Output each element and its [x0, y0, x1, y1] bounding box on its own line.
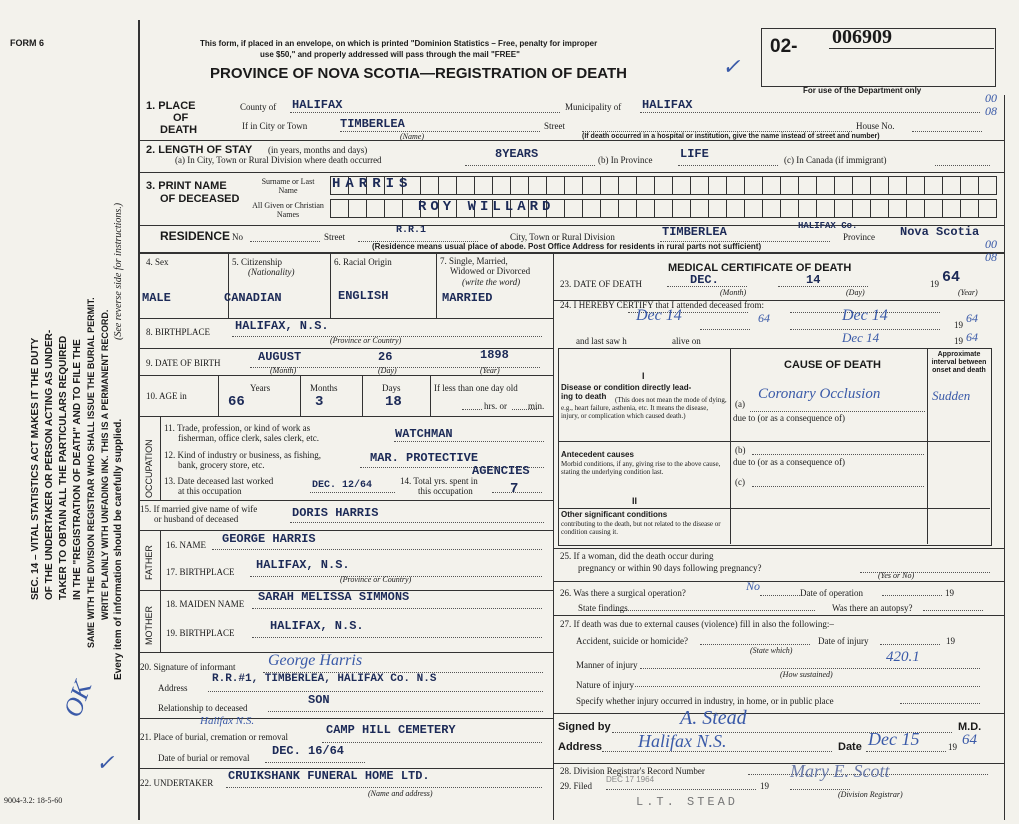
mother-maiden-value: SARAH MELISSA SIMMONS: [258, 590, 410, 604]
divider: [138, 500, 553, 501]
side-instruction: TAKER TO OBTAIN ALL THE PARTICULARS REQUIRED: [58, 335, 69, 600]
divider: [138, 530, 553, 531]
column-divider: [430, 376, 431, 416]
occupation-side-label: OCCUPATION: [144, 439, 154, 498]
racial-origin-value: ENGLISH: [338, 289, 389, 303]
informant-address-value: R.R.#1, TIMBERLEA, HALIFAX Co. N.S: [212, 673, 437, 685]
total-years-value: 7: [510, 481, 519, 497]
form-number: FORM 6: [10, 38, 45, 48]
attended-from-value: Dec 14: [636, 307, 682, 324]
column-divider: [330, 253, 331, 318]
attended-to-value: Dec 14: [842, 307, 888, 324]
column-divider: [228, 253, 229, 318]
divider: [558, 441, 990, 442]
death-day-value: 14: [806, 273, 821, 287]
city-value: TIMBERLEA: [340, 117, 405, 131]
column-divider: [300, 376, 301, 416]
divider: [554, 713, 1004, 714]
ok-mark: OK: [57, 676, 98, 721]
form-right-border: [1004, 95, 1005, 820]
margin-code: 00 08: [985, 91, 997, 118]
column-divider: [160, 530, 161, 590]
side-instruction: OF THE UNDERTAKER OR PERSON ACTING AS UNDER-: [44, 329, 55, 600]
given-name-value: ROY WILLARD: [418, 199, 555, 215]
dept-use-note: For use of the Department only: [803, 86, 922, 95]
burial-place-value: CAMP HILL CEMETERY: [326, 723, 456, 737]
filed-stamp: DEC 17 1964: [606, 775, 655, 784]
divider: [554, 615, 1004, 616]
divider: [138, 416, 553, 417]
informant-signature: George Harris: [268, 652, 363, 669]
last-worked-value: DEC. 12/64: [312, 480, 373, 491]
registrar-signature: Mary E. Scott: [790, 761, 890, 781]
industry-value: MAR. PROTECTIVE: [370, 451, 479, 465]
trade-value: WATCHMAN: [395, 427, 453, 441]
attended-to-year: 64: [966, 311, 978, 325]
cause-a-value: Coronary Occlusion: [758, 386, 881, 402]
stay-city-value: 8YEARS: [495, 147, 539, 161]
industry-value-2: AGENCIES: [472, 464, 530, 478]
marital-status-value: MARRIED: [442, 291, 493, 305]
column-divider: [553, 252, 554, 820]
last-saw-date: Dec 14: [842, 330, 880, 345]
column-divider: [730, 348, 731, 544]
residence-county-value: HALIFAX Co.: [798, 221, 858, 231]
column-divider: [436, 253, 437, 318]
divider: [138, 375, 553, 376]
father-name-value: GEORGE HARRIS: [222, 532, 316, 546]
burial-date-value: DEC. 16/64: [272, 744, 345, 758]
medical-title: MEDICAL CERTIFICATE OF DEATH: [668, 262, 852, 274]
surname-boxes: [330, 176, 996, 195]
undertaker-value: CRUIKSHANK FUNERAL HOME LTD.: [228, 769, 430, 783]
side-instruction: Every item of information should be carefully supplied.: [113, 418, 124, 680]
spouse-name-value: DORIS HARRIS: [292, 506, 379, 520]
age-months-value: 3: [315, 394, 324, 410]
side-instruction: WRITE PLAINLY WITH UNFADING INK. THIS IS A PERMANENT RECORD.: [100, 309, 110, 620]
reg-number: 006909: [832, 26, 892, 48]
check-mark-icon: ✓: [96, 750, 115, 775]
dob-month-value: AUGUST: [258, 350, 302, 364]
father-side-label: FATHER: [144, 545, 154, 580]
stay-province-value: LIFE: [680, 147, 709, 161]
surname-value: HARRIS: [332, 176, 413, 192]
divider: [138, 172, 1004, 173]
divider: [554, 581, 1004, 582]
citizenship-value: CANADIAN: [224, 291, 282, 305]
birthplace-value: HALIFAX, N.S.: [235, 319, 329, 333]
mailing-note: use $50," and properly addressed will pass through the mail "FREE": [260, 50, 520, 59]
signature-year: 64: [962, 732, 977, 748]
signature-date: Dec 15: [868, 729, 920, 749]
mother-birthplace-value: HALIFAX, N.S.: [270, 619, 364, 633]
last-saw-year: 64: [966, 330, 978, 344]
residence-division-value: TIMBERLEA: [662, 225, 727, 239]
side-instruction: SEC. 14 – VITAL STATISTICS ACT MAKES IT THE DUTY: [30, 337, 41, 600]
operation-answer: No: [746, 579, 761, 593]
interval-header: Approximate interval between onset and death: [931, 351, 987, 374]
side-instruction: SAME WITH THE DIVISION REGISTRAR WHO SHALL ISSUE THE BURIAL PERMIT.: [86, 297, 96, 648]
manner-code: 420.1: [886, 649, 920, 665]
side-instruction: IN THE "REGISTRATION OF DEATH" AND TO FILE THE: [72, 339, 83, 600]
divider: [554, 763, 1004, 764]
age-years-value: 66: [228, 394, 245, 410]
reg-prefix: 02-: [770, 36, 798, 57]
divider: [138, 318, 553, 319]
divider: [138, 140, 1004, 141]
county-value: HALIFAX: [292, 98, 343, 112]
death-month-value: DEC.: [690, 273, 719, 287]
column-divider: [362, 376, 363, 416]
column-divider: [218, 376, 219, 416]
residence-province-value: Nova Scotia: [900, 225, 980, 239]
residence-street-value: R.R.1: [396, 225, 427, 236]
divider: [558, 508, 990, 509]
check-mark-icon: ✓: [722, 54, 741, 79]
age-days-value: 18: [385, 394, 402, 410]
death-year-value: 64: [942, 269, 961, 286]
form-code: 9004-3.2: 18-5-60: [4, 796, 63, 805]
father-birthplace-value: HALIFAX, N.S.: [256, 558, 350, 572]
column-divider: [160, 590, 161, 652]
margin-code: 00 08: [985, 237, 997, 264]
municipality-value: HALIFAX: [642, 98, 693, 112]
side-instruction: (See reverse side for instructions.): [113, 202, 124, 340]
divider: [138, 225, 1004, 226]
form-title: PROVINCE OF NOVA SCOTIA—REGISTRATION OF DEATH: [210, 65, 627, 82]
cause-a-interval: Sudden: [932, 388, 971, 403]
dob-year-value: 1898: [480, 348, 509, 362]
burial-place-note: Halifax N.S.: [200, 715, 255, 727]
column-divider: [160, 416, 161, 500]
divider: [554, 548, 1004, 549]
dob-day-value: 26: [378, 350, 393, 364]
sex-value: MALE: [142, 291, 171, 305]
mailing-note: This form, if placed in an envelope, on which is printed "Dominion Statistics – Free, penalty for improper: [200, 39, 598, 48]
typed-name: L.T. STEAD: [636, 795, 739, 809]
column-divider: [927, 348, 928, 544]
relationship-value: SON: [308, 693, 330, 707]
attended-from-year: 64: [758, 311, 770, 325]
physician-signature: A. Stead: [680, 707, 747, 729]
physician-address: Halifax N.S.: [638, 731, 727, 751]
divider: [138, 252, 1004, 254]
reg-underline: [829, 48, 994, 49]
mother-side-label: MOTHER: [144, 606, 154, 645]
